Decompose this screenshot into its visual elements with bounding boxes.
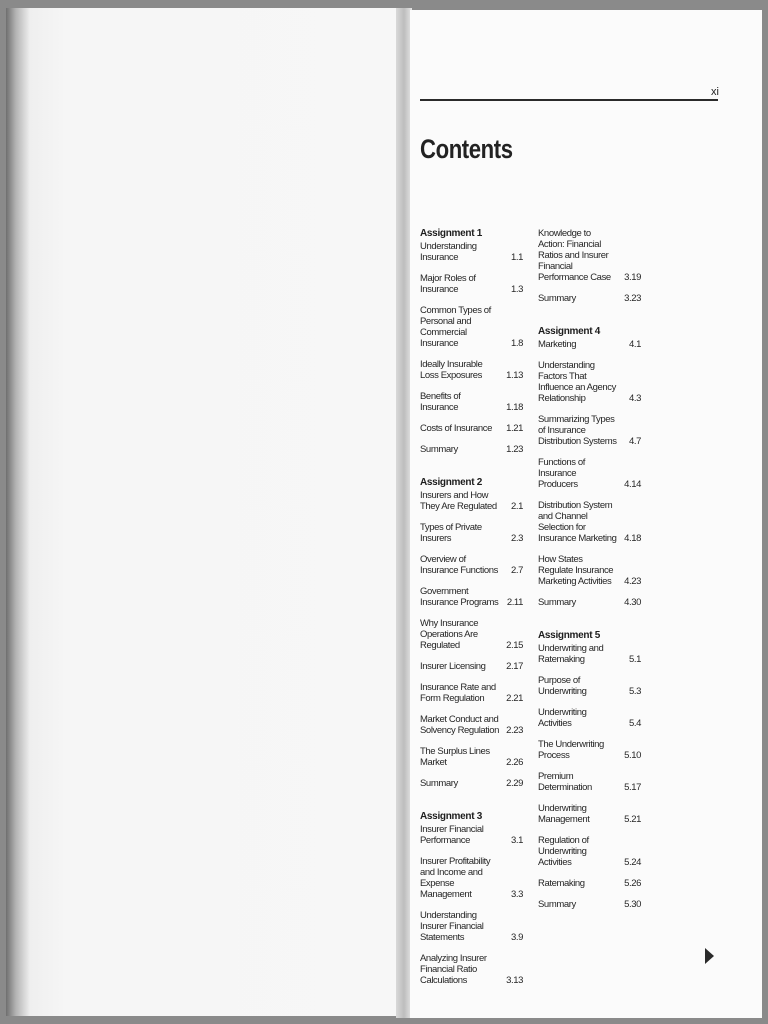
toc-entry-page: 4.1 (628, 339, 641, 350)
toc-entry-title: Summarizing Types of Insurance Distribution Systems (538, 414, 617, 447)
toc-entry[interactable] (420, 856, 523, 900)
toc-entry-page: 2.15 (506, 640, 523, 651)
toc-entry-page: 5.17 (624, 782, 641, 793)
toc-entry[interactable] (420, 682, 523, 704)
toc-entry[interactable] (420, 661, 523, 672)
toc-entry[interactable] (538, 739, 641, 761)
page-title: Contents (420, 134, 513, 164)
toc-entry-title: Understanding Insurance (420, 241, 477, 263)
toc-entry-title: Major Roles of Insurance (420, 273, 476, 295)
toc-entry-title: Ratemaking (538, 878, 585, 889)
toc-entry-title: Understanding Factors That Influence an Agency Relationship (538, 360, 616, 404)
toc-entry-page: 2.11 (506, 597, 523, 608)
toc-entry-page: 2.1 (510, 501, 523, 512)
toc-entry-title: Underwriting Management (538, 803, 590, 825)
toc-entry-title: Premium Determination (538, 771, 592, 793)
toc-entry[interactable] (538, 597, 641, 608)
toc-entry-title: Types of Private Insurers (420, 522, 482, 544)
toc-entry-page: 5.24 (624, 857, 641, 868)
toc-entry[interactable] (538, 899, 641, 910)
toc-entry[interactable] (420, 522, 523, 544)
toc-entry-page: 5.3 (628, 686, 641, 697)
toc-entry-page: 3.9 (510, 932, 523, 943)
toc-entry-page: 2.26 (506, 757, 523, 768)
toc-entry[interactable] (420, 391, 523, 413)
toc-entry[interactable] (420, 305, 523, 349)
toc-entry-title: Why Insurance Operations Are Regulated (420, 618, 479, 651)
toc-entry-title: Functions of Insurance Producers (538, 457, 585, 490)
assignment-heading: Assignment 3 (420, 811, 482, 822)
toc-entry-page: 3.3 (510, 889, 523, 900)
toc-left-column (420, 228, 523, 996)
toc-entry[interactable] (420, 554, 523, 576)
toc-entry[interactable] (420, 714, 523, 736)
toc-entry[interactable] (538, 500, 641, 544)
toc-entry[interactable] (538, 771, 641, 793)
section-gap (538, 314, 641, 326)
toc-entry-title: Understanding Insurer Financial Statements (420, 910, 484, 943)
toc-entry-page: 4.14 (624, 479, 641, 490)
toc-entry-title: Insurers and How They Are Regulated (420, 490, 497, 512)
toc-entry[interactable] (538, 293, 641, 304)
section-gap (538, 618, 641, 630)
assignment-heading: Assignment 5 (538, 630, 600, 641)
toc-entry[interactable] (420, 778, 523, 789)
toc-entry-title: The Underwriting Process (538, 739, 604, 761)
assignment-heading: Assignment 4 (538, 326, 600, 337)
toc-entry[interactable] (420, 423, 523, 434)
toc-entry-title: How States Regulate Insurance Marketing Activities (538, 554, 614, 587)
toc-entry-page: 1.18 (506, 402, 523, 413)
toc-entry[interactable] (420, 618, 523, 651)
toc-entry[interactable] (420, 953, 523, 986)
toc-entry-page: 2.23 (506, 725, 523, 736)
toc-entry-page: 1.8 (510, 338, 523, 349)
toc-entry-page: 3.1 (510, 835, 523, 846)
toc-entry-page: 2.7 (510, 565, 523, 576)
toc-entry[interactable] (538, 414, 641, 447)
toc-entry-title: Distribution System and Channel Selection for Insurance Marketing (538, 500, 617, 544)
toc-entry-page: 2.3 (510, 533, 523, 544)
toc-entry-page: 3.13 (506, 975, 523, 986)
toc-entry-title: Insurer Profitability and Income and Expense Management (420, 856, 491, 900)
toc-entry[interactable] (420, 241, 523, 263)
assignment-heading: Assignment 2 (420, 477, 482, 488)
toc-entry-title: Benefits of Insurance (420, 391, 461, 413)
toc-entry-page: 1.3 (510, 284, 523, 295)
toc-entry-title: Insurer Financial Performance (420, 824, 484, 846)
toc-entry[interactable] (538, 457, 641, 490)
toc-entry-title: Summary (538, 597, 576, 608)
toc-entry[interactable] (420, 910, 523, 943)
toc-entry-title: Summary (420, 778, 458, 789)
toc-entry-page: 1.13 (506, 370, 523, 381)
toc-entry-page: 3.23 (624, 293, 641, 304)
toc-entry-title: Summary (420, 444, 458, 455)
triangle-arrow-icon (705, 948, 714, 964)
toc-entry-title: Market Conduct and Solvency Regulation (420, 714, 500, 736)
toc-entry-page: 1.23 (506, 444, 523, 455)
toc-entry-page: 5.1 (628, 654, 641, 665)
toc-entry[interactable] (538, 835, 641, 868)
toc-entry[interactable] (538, 675, 641, 697)
toc-entry-page: 4.3 (628, 393, 641, 404)
toc-entry-page: 2.21 (506, 693, 523, 704)
toc-entry-page: 2.17 (506, 661, 523, 672)
toc-entry[interactable] (420, 490, 523, 512)
toc-entry-title: Knowledge to Action: Financial Ratios and Insurer Financial Performance Case (538, 228, 611, 283)
toc-entry-page: 5.26 (624, 878, 641, 889)
toc-entry-page: 5.30 (624, 899, 641, 910)
toc-entry[interactable] (538, 228, 641, 283)
toc-entry-page: 3.19 (624, 272, 641, 283)
toc-entry-title: The Surplus Lines Market (420, 746, 490, 768)
toc-entry[interactable] (420, 824, 523, 846)
header-rule (420, 99, 718, 101)
toc-entry[interactable] (538, 707, 641, 729)
toc-entry-title: Overview of Insurance Functions (420, 554, 498, 576)
toc-entry-page: 4.23 (624, 576, 641, 587)
section-gap (420, 465, 523, 477)
toc-entry-title: Regulation of Underwriting Activities (538, 835, 589, 868)
toc-entry[interactable] (420, 359, 523, 381)
toc-entry-title: Summary (538, 899, 576, 910)
toc-entry[interactable] (538, 339, 641, 350)
toc-entry-page: 5.4 (628, 718, 641, 729)
toc-entry-page: 1.1 (510, 252, 523, 263)
toc-entry-title: Underwriting Activities (538, 707, 587, 729)
toc-entry[interactable] (420, 586, 523, 608)
toc-entry[interactable] (538, 554, 641, 587)
toc-entry[interactable] (538, 803, 641, 825)
toc-entry-title: Ideally Insurable Loss Exposures (420, 359, 483, 381)
toc-entry-title: Common Types of Personal and Commercial Insurance (420, 305, 491, 349)
toc-entry[interactable] (538, 643, 641, 665)
toc-entry-title: Insurer Licensing (420, 661, 486, 672)
toc-entry[interactable] (538, 360, 641, 404)
toc-entry-title: Costs of Insurance (420, 423, 493, 434)
toc-entry-page: 5.10 (624, 750, 641, 761)
toc-entry-page: 5.21 (624, 814, 641, 825)
toc-entry-title: Purpose of Underwriting (538, 675, 587, 697)
toc-entry[interactable] (538, 878, 641, 889)
left-page (6, 8, 402, 1016)
toc-entry[interactable] (420, 746, 523, 768)
toc-entry-page: 2.29 (506, 778, 523, 789)
toc-entry-title: Insurance Rate and Form Regulation (420, 682, 496, 704)
toc-entry-title: Summary (538, 293, 576, 304)
page-number: xi (711, 86, 719, 98)
toc-entry-page: 4.7 (628, 436, 641, 447)
right-page (410, 10, 762, 1018)
toc-entry-title: Analyzing Insurer Financial Ratio Calculations (420, 953, 487, 986)
toc-entry-page: 4.30 (624, 597, 641, 608)
toc-right-column (538, 228, 641, 920)
toc-entry-page: 1.21 (506, 423, 523, 434)
toc-entry[interactable] (420, 273, 523, 295)
assignment-heading: Assignment 1 (420, 228, 482, 239)
toc-entry-title: Government Insurance Programs (420, 586, 499, 608)
toc-entry-title: Underwriting and Ratemaking (538, 643, 604, 665)
toc-entry-page: 4.18 (624, 533, 641, 544)
section-gap (420, 799, 523, 811)
toc-entry-title: Marketing (538, 339, 577, 350)
toc-entry[interactable] (420, 444, 523, 455)
